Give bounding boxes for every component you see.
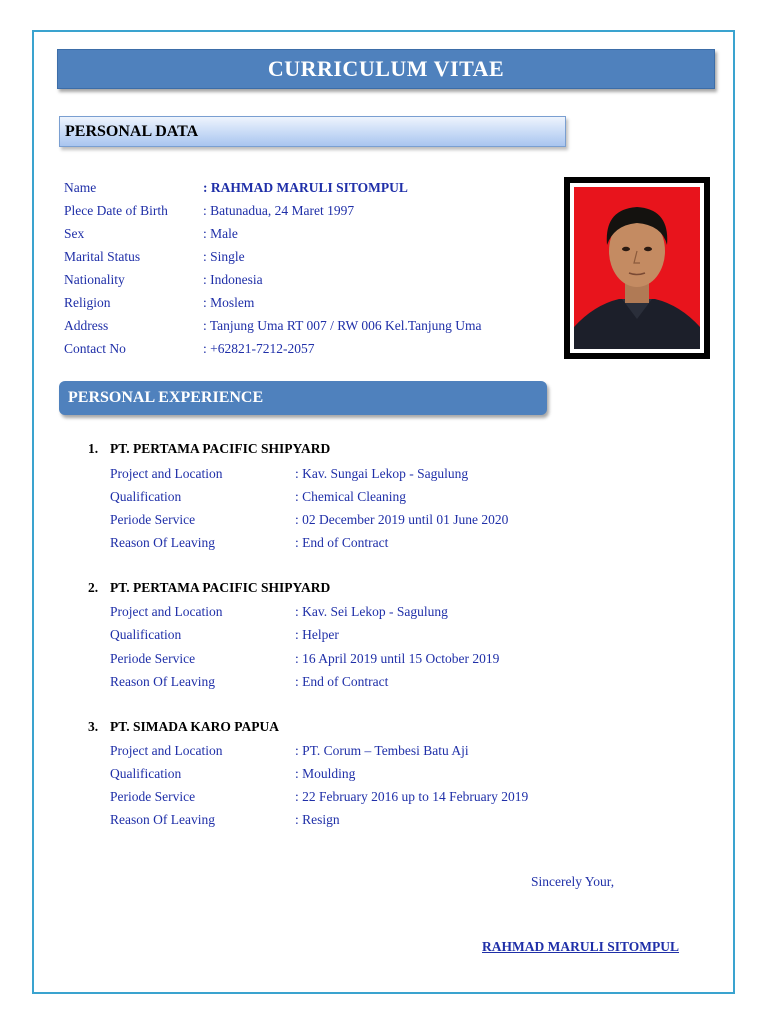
row-value: : PT. Corum – Tembesi Batu Aji <box>295 743 469 758</box>
job-company: PT. SIMADA KARO PAPUA <box>110 719 279 734</box>
job-number: 3. <box>88 719 99 734</box>
row-label: Project and Location <box>110 604 223 619</box>
row-value: : End of Contract <box>295 535 389 550</box>
job-number: 2. <box>88 580 99 595</box>
row-label: Project and Location <box>110 466 223 481</box>
row-value: : 22 February 2016 up to 14 February 2019 <box>295 789 529 804</box>
experience-heading: PERSONAL EXPERIENCE <box>59 381 547 415</box>
job-number: 1. <box>88 441 99 456</box>
row-value: : Moulding <box>295 766 356 781</box>
row-label: Qualification <box>110 489 182 504</box>
row-label: Sex <box>64 226 85 241</box>
row-value: : Chemical Cleaning <box>295 489 406 504</box>
job-title-2 <box>88 580 330 596</box>
row-label: Qualification <box>110 627 182 642</box>
row-label: Nationality <box>64 272 125 287</box>
row-value: : Kav. Sungai Lekop - Sagulung <box>295 466 469 481</box>
row-label: Reason Of Leaving <box>110 535 215 550</box>
row-value: : 02 December 2019 until 01 June 2020 <box>295 512 509 527</box>
row-value: : 16 April 2019 until 15 October 2019 <box>295 651 500 666</box>
job-company: PT. PERTAMA PACIFIC SHIPYARD <box>110 580 331 595</box>
row-value: : RAHMAD MARULI SITOMPUL <box>203 180 408 195</box>
row-label: Address <box>64 318 109 333</box>
row-label: Reason Of Leaving <box>110 674 215 689</box>
row-value: : Tanjung Uma RT 007 / RW 006 Kel.Tanjung Uma <box>203 318 482 333</box>
job-company: PT. PERTAMA PACIFIC SHIPYARD <box>110 441 331 456</box>
profile-photo <box>564 177 710 359</box>
row-value: : Indonesia <box>203 272 263 287</box>
job-title-3 <box>88 719 279 735</box>
closing-text: Sincerely Your, <box>531 874 615 889</box>
row-label: Periode Service <box>110 512 196 527</box>
portrait-photo-icon <box>574 187 700 349</box>
row-label: Religion <box>64 295 111 310</box>
row-value: : Resign <box>295 812 340 827</box>
row-label: Periode Service <box>110 651 196 666</box>
row-label: Contact No <box>64 341 126 356</box>
row-value: : Batunadua, 24 Maret 1997 <box>203 203 355 218</box>
row-value: : +62821-7212-2057 <box>203 341 315 356</box>
job-title-1 <box>88 441 330 457</box>
personal-data-heading: PERSONAL DATA <box>59 116 566 147</box>
row-label: Name <box>64 180 97 195</box>
row-value: : Single <box>203 249 245 264</box>
row-label: Plece Date of Birth <box>64 203 168 218</box>
cv-title: CURRICULUM VITAE <box>57 49 715 89</box>
row-label: Marital Status <box>64 249 141 264</box>
row-value: : Helper <box>295 627 339 642</box>
row-label: Reason Of Leaving <box>110 812 215 827</box>
row-value: : Kav. Sei Lekop - Sagulung <box>295 604 448 619</box>
row-value: : Male <box>203 226 238 241</box>
row-value: : End of Contract <box>295 674 389 689</box>
row-value: : Moslem <box>203 295 255 310</box>
row-label: Project and Location <box>110 743 223 758</box>
row-label: Qualification <box>110 766 182 781</box>
signature-name: RAHMAD MARULI SITOMPUL <box>482 939 680 954</box>
row-label: Periode Service <box>110 789 196 804</box>
